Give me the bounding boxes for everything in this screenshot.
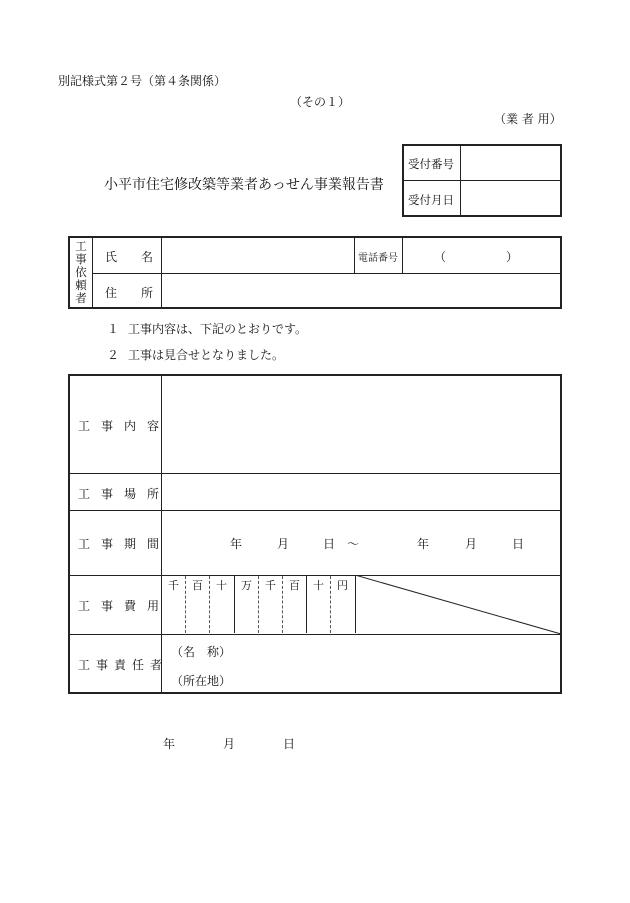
cost-unit-man: 万 <box>241 579 252 592</box>
client-address-label: 住 所 <box>105 286 154 300</box>
client-phone-label: 電話番号 <box>358 253 398 264</box>
reception-number-label: 受付番号 <box>408 157 454 171</box>
work-period-label: 工事期間 <box>78 537 171 551</box>
cost-unit-juu-2: 十 <box>313 579 324 592</box>
client-phone-field[interactable]: （ ） <box>434 250 519 264</box>
period-end-day[interactable]: 日 <box>512 537 525 551</box>
option-1-text[interactable]: 工事内容は、下記のとおりです。 <box>128 322 308 336</box>
cost-unit-hyaku-2: 百 <box>289 579 300 592</box>
cost-unit-yen: 円 <box>337 579 348 592</box>
period-start-month[interactable]: 月 <box>277 537 290 551</box>
footer-year[interactable]: 年 <box>163 737 176 751</box>
option-2-text[interactable]: 工事は見合せとなりました。 <box>128 348 285 362</box>
cost-unit-sen-2: 千 <box>265 579 276 592</box>
user-type: （業 者 用） <box>494 112 562 126</box>
work-location-label: 工事場所 <box>78 487 171 501</box>
sub-number: （その１） <box>290 95 351 109</box>
reception-date-label: 受付月日 <box>408 193 454 207</box>
cost-unit-hyaku-1: 百 <box>192 579 203 592</box>
page-title: 小平市住宅修改築等業者あっせん事業報告書 <box>104 177 384 193</box>
footer-month[interactable]: 月 <box>223 737 236 751</box>
cost-unit-juu-1: 十 <box>216 579 227 592</box>
manager-address-label[interactable]: （所在地） <box>171 674 232 688</box>
cost-unit-sen-1: 千 <box>168 579 179 592</box>
client-name-label: 氏 名 <box>105 250 154 264</box>
form-number: 別記様式第２号（第４条関係） <box>58 74 227 88</box>
period-end-month[interactable]: 月 <box>465 537 478 551</box>
work-manager-label: 工事責任者 <box>78 658 169 672</box>
period-start-year[interactable]: 年 <box>230 537 243 551</box>
option-1-number: １ <box>107 322 120 336</box>
period-end-year[interactable]: 年 <box>417 537 430 551</box>
client-side-label: 工 事 依 頼 者 <box>75 239 87 305</box>
work-cost-label: 工事費用 <box>78 599 171 613</box>
period-start-day[interactable]: 日 〜 <box>323 537 360 551</box>
manager-name-label[interactable]: （名 称） <box>171 645 232 659</box>
work-content-label: 工事内容 <box>78 419 171 433</box>
option-2-number: ２ <box>107 348 120 362</box>
cost-strike-diagonal <box>355 575 562 635</box>
footer-day[interactable]: 日 <box>283 737 296 751</box>
